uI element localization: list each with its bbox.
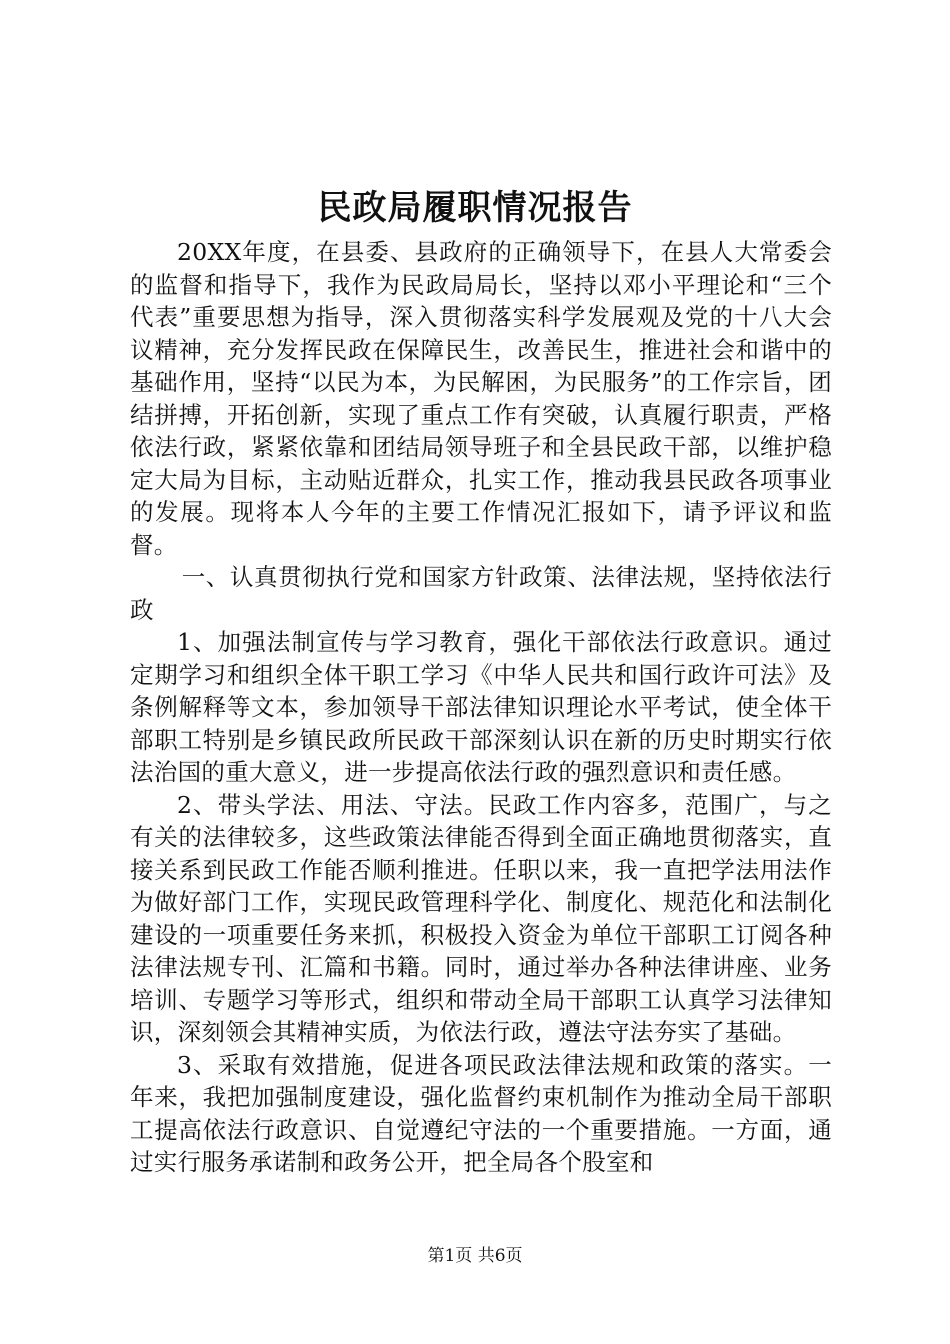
page-number-footer: 第1页 共6页 [427, 1246, 523, 1266]
paragraph-item-3: 3、采取有效措施，促进各项民政法律法规和政策的落实。一年来，我把加强制度建设，强化监督约束机制作为推动全局干部职工提高依法行政意识、自觉遵纪守法的一个重要措施。一方面，通过实行服务承诺制和政务公开，把全局各个股室和 [130, 1050, 832, 1176]
paragraph-item-2: 2、带头学法、用法、守法。民政工作内容多，范围广，与之有关的法律较多，这些政策法律能否得到全面正确地贯彻落实，直接关系到民政工作能否顺利推进。任职以来，我一直把学法用法作为做好部门工作，实现民政管理科学化、制度化、规范化和法制化建设的一项重要任务来抓，积极投入资金为单位干部职工订阅各种法律法规专刊、汇篇和书籍。同时，通过举办各种法律讲座、业务培训、专题学习等形式，组织和带动全局干部职工认真学习法律知识，深刻领会其精神实质，为依法行政，遵法守法夯实了基础。 [130, 790, 832, 1046]
paragraph-intro: 20XX年度，在县委、县政府的正确领导下，在县人大常委会的监督和指导下，我作为民政局局长，坚持以邓小平理论和“三个代表”重要思想为指导，深入贯彻落实科学发展观及党的十八大会议精神，充分发挥民政在保障民生，改善民生，推进社会和谐中的基础作用，坚持“以民为本，为民解困，为民服务”的工作宗旨，团结拼搏，开拓创新，实现了重点工作有突破，认真履行职责，严格依法行政，紧紧依靠和团结局领导班子和全县民政干部，以维护稳定大局为目标，主动贴近群众，扎实工作，推动我县民政各项事业的发展。现将本人今年的主要工作情况汇报如下，请予评议和监督。 [130, 238, 832, 559]
paragraph-item-1: 1、加强法制宣传与学习教育，强化干部依法行政意识。通过定期学习和组织全体干职工学习《中华人民共和国行政许可法》及条例解释等文本，参加领导干部法律知识理论水平考试，使全体干部职工特别是乡镇民政所民政干部深刻认识在新的历史时期实行依法治国的重大意义，进一步提高依法行政的强烈意识和责任感。 [130, 628, 832, 786]
section-heading-1: 一、认真贯彻执行党和国家方针政策、法律法规，坚持依法行政 [130, 563, 832, 624]
document-title: 民政局履职情况报告 [317, 188, 633, 228]
document-body [130, 236, 832, 1179]
